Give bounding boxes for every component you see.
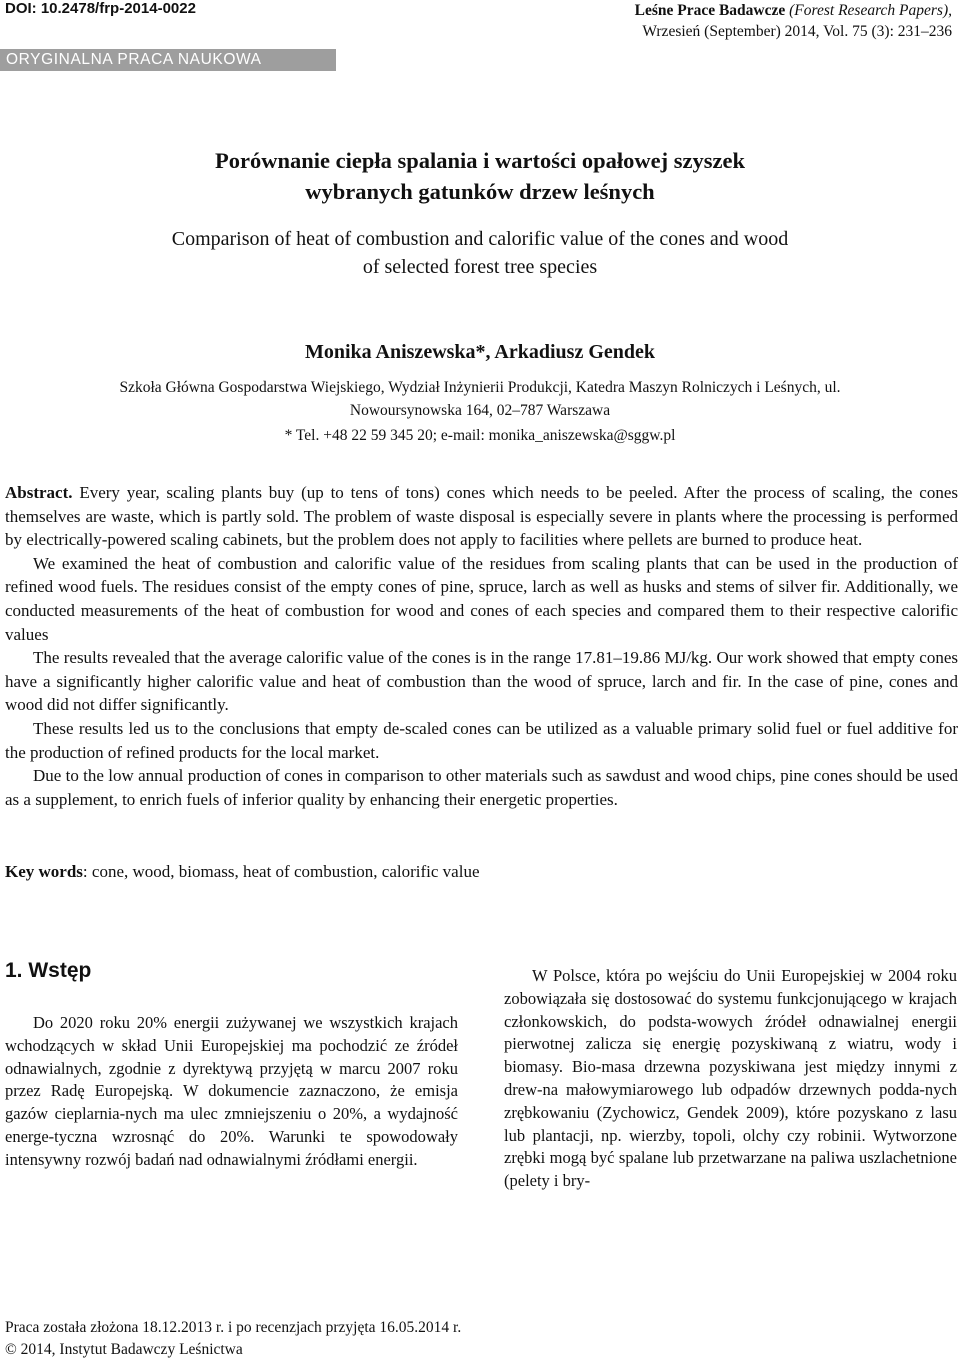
affiliation-line: Szkoła Główna Gospodarstwa Wiejskiego, Wydział Inżynierii Produkcji, Katedra Maszyn Rolniczych i Leśnych, ul. xyxy=(119,379,841,396)
keywords-text: : cone, wood, biomass, heat of combustion, calorific value xyxy=(82,862,480,881)
abstract-paragraph: Due to the low annual production of cones in comparison to other materials such as sawdust and wood chips, pine cones should be used as a supplement, to enrich fuels of inferior quality by enhancing their energetic properties. xyxy=(5,766,958,809)
body-paragraph: Do 2020 roku 20% energii zużywanej we wszystkich krajach wchodzących w skład Unii Europejskiej ma pochodzić ze źródeł odnawialnych, zgodnie z dyrektywą przyjętą w marcu 2007 roku przez Radę Europejską. W dokumencie zaznaczono, że emisja gazów cieplarnia-nych ma ulec zmniejszeniu o 20%, a wydajność energe-tyczna wzrosnąć do 20%. Warunki te spowodowały intensywny rozwój badań nad odnawialnymi źródłami energii. xyxy=(5,1013,458,1169)
abstract-label: Abstract. xyxy=(5,483,73,502)
contact-info: * Tel. +48 22 59 345 20; e-mail: monika_aniszewska@sggw.pl xyxy=(284,427,676,444)
affiliation-line: Nowoursynowska 164, 02–787 Warszawa xyxy=(349,402,611,419)
title-polish-line: Porównanie ciepła spalania i wartości opałowej szyszek xyxy=(215,148,745,173)
title-english-line: Comparison of heat of combustion and calorific value of the cones and wood xyxy=(171,228,789,250)
journal-issue: Wrzesień (September) 2014, Vol. 75 (3): 231–236 xyxy=(642,23,952,40)
copyright: © 2014, Instytut Badawczy Leśnictwa xyxy=(5,1341,243,1358)
journal-info xyxy=(635,0,952,42)
abstract-paragraph: The results revealed that the average calorific value of the cones is in the range 17.81–19.86 MJ/kg. Our work showed that empty cones have a significantly higher calorific value and heat of combustion than the wood of spruce, larch and fir. In the case of pine, cones and wood did not differ significantly. xyxy=(5,648,958,715)
submission-dates: Praca została złożona 18.12.2013 r. i po recenzjach przyjęta 16.05.2014 r. xyxy=(5,1319,462,1336)
doi: DOI: 10.2478/frp-2014-0022 xyxy=(5,0,196,17)
abstract-paragraph: We examined the heat of combustion and calorific value of the residues from scaling plants that can be used in the production of refined wood fuels. The residues consist of the empty cones of pine, spruce, larch as well as husks and stems of silver fir. Additionally, we conducted measurements of the heat of combustion for wood and cones of each species and compared them to their respective calorific values xyxy=(5,553,958,644)
authors: Monika Aniszewska*, Arkadiusz Gendek xyxy=(304,341,656,363)
section-heading: 1. Wstęp xyxy=(5,959,92,982)
title-english-line: of selected forest tree species xyxy=(362,256,598,278)
body-paragraph: W Polsce, która po wejściu do Unii Europejskiej w 2004 roku zobowiązała się dostosować do systemu funkcjonującego w krajach członkowskich, do podsta-wowych źródeł odnawialnej energii pierwotnej zalicza się energię pozyskiwaną z wiatru, wody i biomasy. Bio-masa drzewna pozyskiwana jest między innymi z drew-na małowymiarowego lub odpadów drzewnych podda-nych zrębkowaniu (Zychowicz, Gendek 2009), które pozyskano z lasu lub plantacji, np. wierzby, topoli, olchy czy robinii. Wytworzone zrębki mogą być spalane lub przetwarzane na paliwa uszlachetnione (pelety i bry- xyxy=(504,966,957,1191)
journal-name-en: (Forest Research Papers), xyxy=(789,2,952,19)
article-type-badge: ORYGINALNA PRACA NAUKOWA xyxy=(0,49,336,71)
body-column-left xyxy=(5,1012,458,1172)
title-polish xyxy=(0,145,960,207)
title-polish-line: wybranych gatunków drzew leśnych xyxy=(305,179,655,204)
title-english xyxy=(0,225,960,281)
affiliation xyxy=(0,376,960,422)
abstract xyxy=(5,481,958,811)
keywords xyxy=(5,862,479,882)
abstract-paragraph xyxy=(5,481,958,552)
abstract-paragraph: These results led us to the conclusions that empty de-scaled cones can be utilized as a valuable primary solid fuel or fuel additive for the production of refined products for the local market. xyxy=(5,718,958,762)
abstract-text: Every year, scaling plants buy (up to tens of tons) cones which needs to be peeled. After the process of scaling, the cones themselves are waste, which is partly sold. The problem of waste disposal is especially severe in plants where the processing is performed by electrically-powered scaling cabinets, but the problem does not apply to facilities where pellets are burned to produce heat. xyxy=(5,483,958,550)
footnote xyxy=(5,1317,461,1361)
journal-name: Leśne Prace Badawcze xyxy=(634,2,786,19)
keywords-label: Key words xyxy=(5,862,83,881)
body-column-right xyxy=(504,965,957,1193)
